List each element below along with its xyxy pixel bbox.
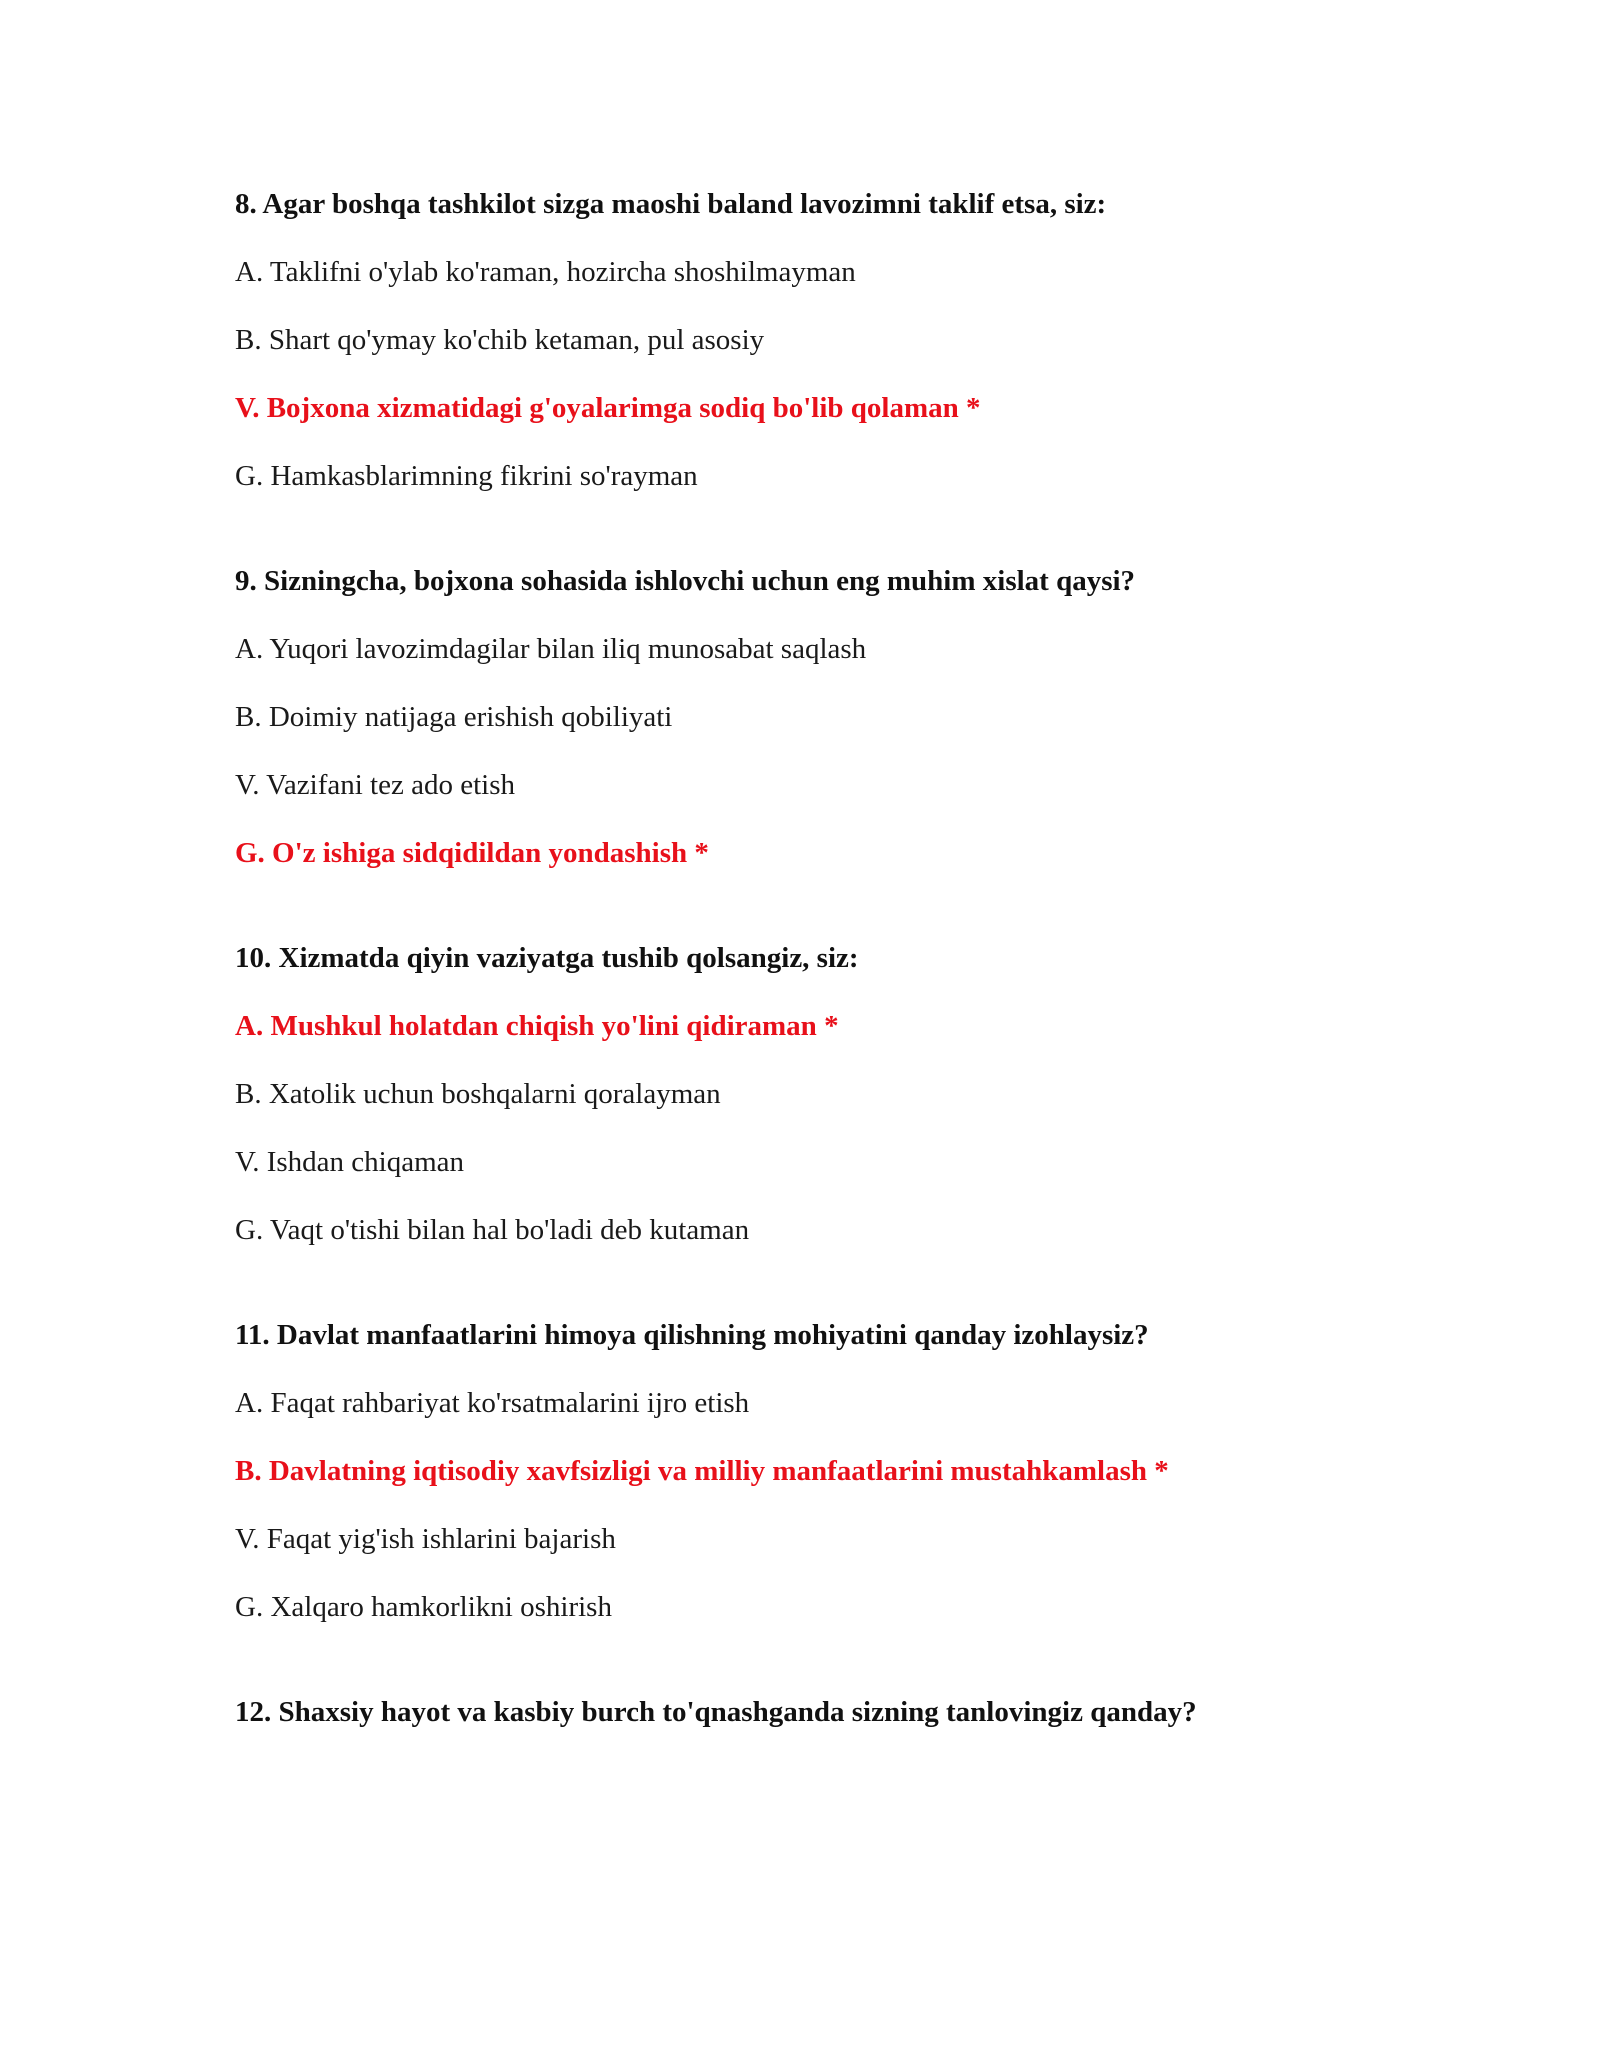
correct-answer-option: G. O'z ishiga sidqidildan yondashish *: [235, 837, 709, 869]
answer-option: G. Xalqaro hamkorlikni oshirish: [235, 1591, 612, 1623]
answer-option: B. Shart qo'ymay ko'chib ketaman, pul asosiy: [235, 324, 765, 356]
answer-option: A. Faqat rahbariyat ko'rsatmalarini ijro etish: [235, 1387, 750, 1419]
question-title: 11. Davlat manfaatlarini himoya qilishning mohiyatini qanday izohlaysiz?: [235, 1319, 1149, 1351]
question-block-11: [235, 1316, 1435, 1626]
correct-answer-option: A. Mushkul holatdan chiqish yo'lini qidiraman *: [235, 1010, 839, 1042]
quiz-content: [235, 185, 1435, 1798]
answer-option: V. Faqat yig'ish ishlarini bajarish: [235, 1523, 616, 1555]
answer-option: A. Taklifni o'ylab ko'raman, hozircha shoshilmayman: [235, 256, 856, 288]
correct-answer-option: V. Bojxona xizmatidagi g'oyalarimga sodiq bo'lib qolaman *: [235, 392, 981, 424]
answer-option: G. Hamkasblarimning fikrini so'rayman: [235, 460, 698, 492]
answer-option: V. Ishdan chiqaman: [235, 1146, 464, 1178]
question-block-9: [235, 562, 1435, 872]
answer-option: A. Yuqori lavozimdagilar bilan iliq munosabat saqlash: [235, 633, 867, 665]
question-block-8: [235, 185, 1435, 495]
question-title: 8. Agar boshqa tashkilot sizga maoshi baland lavozimni taklif etsa, siz:: [235, 188, 1107, 220]
question-title: 9. Sizningcha, bojxona sohasida ishlovchi uchun eng muhim xislat qaysi?: [235, 565, 1136, 597]
answer-option: G. Vaqt o'tishi bilan hal bo'ladi deb kutaman: [235, 1214, 750, 1246]
question-title: 12. Shaxsiy hayot va kasbiy burch to'qnashganda sizning tanlovingiz qanday?: [235, 1696, 1197, 1728]
answer-option: V. Vazifani tez ado etish: [235, 769, 515, 801]
answer-option: B. Doimiy natijaga erishish qobiliyati: [235, 701, 673, 733]
answer-option: B. Xatolik uchun boshqalarni qoralayman: [235, 1078, 721, 1110]
question-block-10: [235, 939, 1435, 1249]
question-block-12: [235, 1693, 1435, 1731]
question-title: 10. Xizmatda qiyin vaziyatga tushib qolsangiz, siz:: [235, 942, 859, 974]
correct-answer-option: B. Davlatning iqtisodiy xavfsizligi va milliy manfaatlarini mustahkamlash *: [235, 1455, 1169, 1487]
